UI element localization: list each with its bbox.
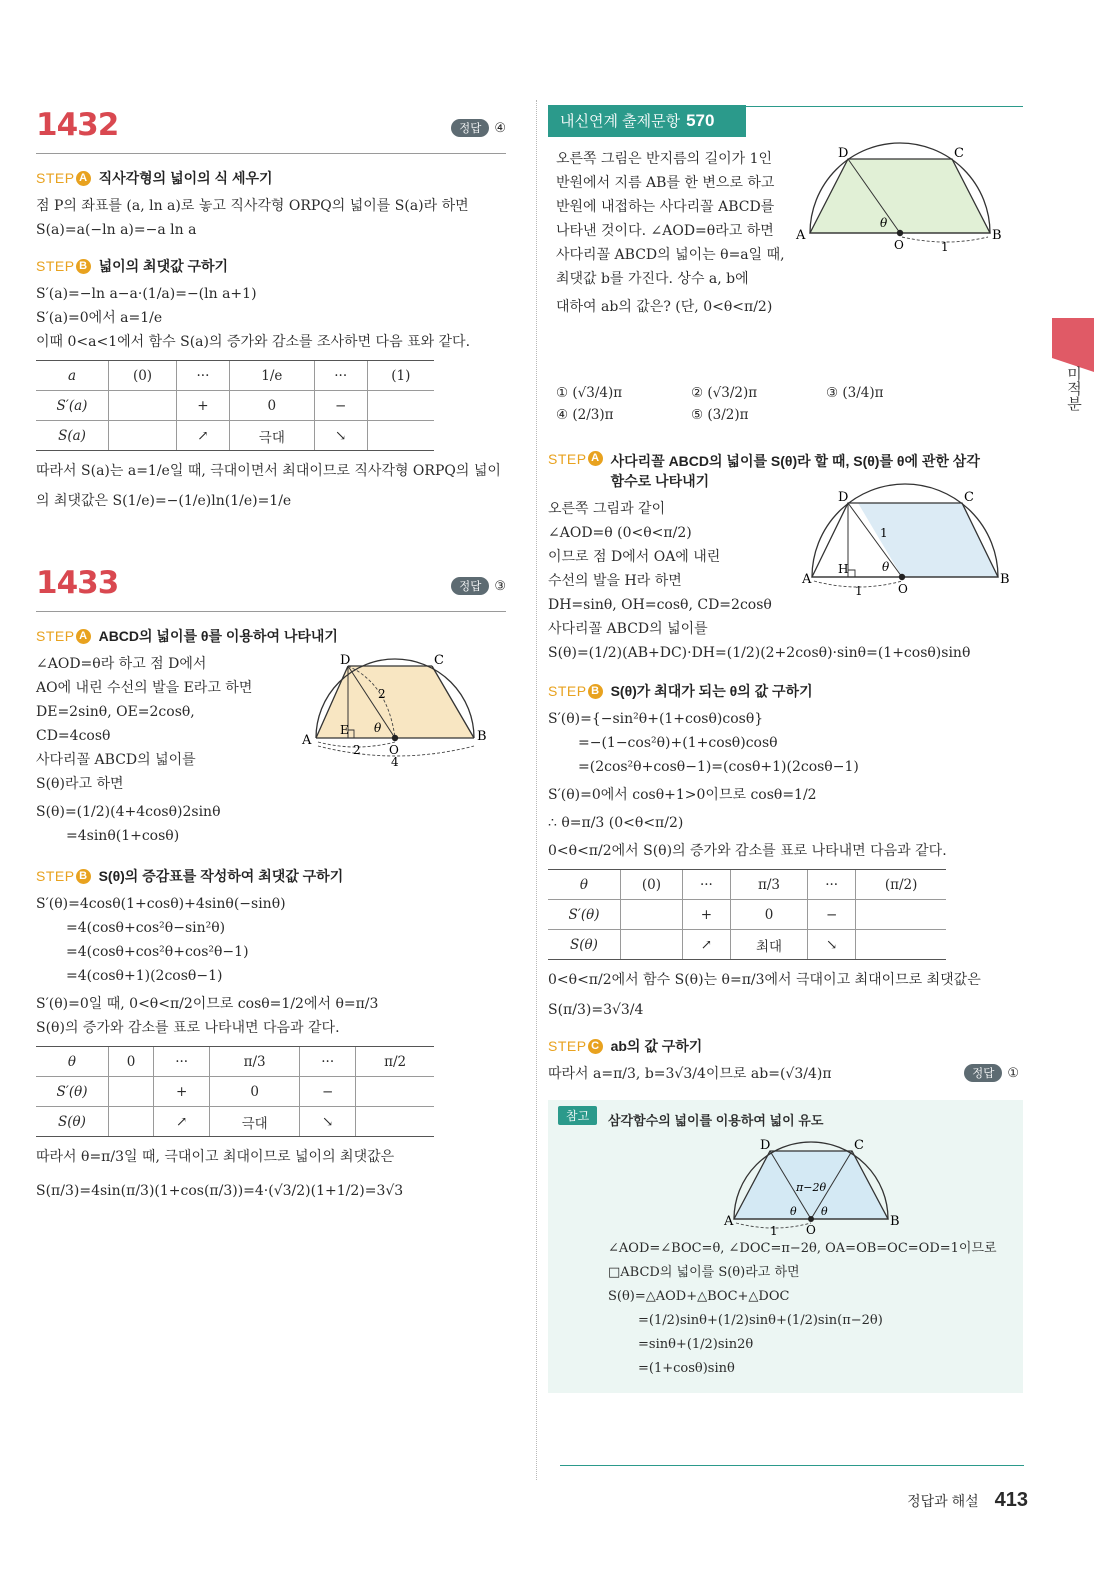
tag-label: 내신연계 출제문항 [560,113,681,130]
text-line: =4sinθ(1+cosθ) [66,828,180,844]
text-line: 반원에 내접하는 사다리꼴 ABCD를 [556,199,775,215]
fig-label: A [302,733,312,748]
text-line: =4(cosθ+1)(2cosθ−1) [66,968,223,984]
note-tag: 참고 [558,1106,597,1125]
chapter-label: 미적분 [1065,366,1082,411]
text-line: S′(a)=−ln a−a·(1/a)=−(ln a+1) [36,286,257,302]
text-line: 0<θ<π/2에서 S(θ)의 증가와 감소를 표로 나타내면 다음과 같다. [548,843,947,859]
text-line: DH=sinθ, OH=cosθ, CD=2cosθ [548,597,772,613]
fig-label: B [890,1214,900,1229]
text-line: 오른쪽 그림과 같이 [548,501,666,517]
text-line: 반원에서 지름 AB를 한 변으로 하고 [556,175,775,191]
problem-number: 1433 [36,565,119,601]
footer-line [560,1465,1024,1466]
chapter-tab [1052,318,1094,358]
table-cell: + [682,900,730,930]
fig-label: θ [882,560,890,574]
text-line: S(θ)=△AOD+△BOC+△DOC [608,1289,790,1304]
answer-tag [451,577,506,595]
right-column [548,105,1023,1393]
fig-label: 2 [353,743,361,757]
variation-table [36,1046,434,1137]
step-title: 직사각형의 넓이의 식 세우기 [98,170,273,186]
fig-label: θ [821,1205,828,1218]
text-line: S′(θ)={−sin²θ+(1+cosθ)cosθ} [548,711,764,727]
text-line: =4(cosθ+cos²θ−sin²θ) [66,920,226,936]
text-line: 사다리꼴 ABCD의 넓이를 [548,621,708,637]
linked-problem-tag [548,105,1023,137]
table-cell: S(a) [36,421,109,451]
table-cell: ··· [808,870,856,900]
fig-label: O [389,743,399,757]
step-title: 사다리꼴 ABCD의 넓이를 S(θ)라 할 때, S(θ)를 θ에 관한 삼각 함수로 나타내기 [610,453,980,489]
table-cell [109,1107,154,1137]
text-line: 이때 0<a<1에서 함수 S(a)의 증가와 감소를 조사하면 다음 표와 같다. [36,334,471,350]
semicircle-figure [796,147,1006,259]
reference-note [548,1100,1023,1393]
page-number: 413 [994,1489,1028,1511]
linked-problem-body [548,147,1023,379]
note-figure [724,1135,914,1238]
problem-number: 1432 [36,107,119,143]
step-title: ab의 값 구하기 [610,1038,703,1054]
fig-label: O [898,582,908,596]
text-line: 사다리꼴 ABCD의 넓이는 θ=a일 때, [556,247,785,263]
step-a-heading: STEP A 사다리꼴 ABCD의 넓이를 S(θ)라 할 때, S(θ)를 θ에 관한 삼각 함수로 나타내기 [548,451,980,489]
text-line: =(1+cosθ)sinθ [638,1361,735,1376]
step-b-heading: STEP B S(θ)의 증감표를 작성하여 최댓값 구하기 [36,868,344,884]
fig-label: A [724,1214,734,1229]
table-cell: π/2 [356,1047,434,1077]
fig-label: O [894,238,904,252]
page-footer [907,1489,1028,1512]
table-cell: ↗ [154,1107,210,1137]
table-cell [367,421,434,451]
fig-label: C [954,146,964,161]
table-cell: 0 [109,1047,154,1077]
table-cell: ↘ [314,421,367,451]
table-cell [109,421,177,451]
text-line: S(a)=a(−ln a)=−a ln a [36,222,197,238]
text-line: S′(θ)=0에서 cosθ+1>0이므로 cosθ=1/2 [548,787,817,803]
table-cell [109,1077,154,1107]
step-c-body [548,1062,1023,1088]
table-cell [856,930,946,960]
option: ② (√3/2)π [691,385,758,401]
fig-label: E [340,723,349,737]
table-cell: S′(a) [36,391,109,421]
table-cell: 극대 [229,421,314,451]
fig-label: D [838,490,849,505]
problem-1433-header [36,563,506,612]
text-line: S′(θ)=4cosθ(1+cosθ)+4sinθ(−sinθ) [36,896,286,912]
tag-number: 570 [686,111,715,130]
table-cell [856,900,946,930]
table-cell: ··· [154,1047,210,1077]
table-cell: S′(θ) [548,900,621,930]
table-cell: π/3 [730,870,807,900]
text-line: 따라서 a=π/3, b=3√3/4이므로 ab=(√3/4)π [548,1066,832,1082]
table-cell: ↗ [177,421,230,451]
fig-label: 1 [880,526,888,540]
variation-table [548,869,946,960]
text-line: 대하여 ab의 값은? (단, 0<θ<π/2) [556,299,773,315]
table-cell: + [154,1077,210,1107]
text-line: 의 최댓값은 S(1/e)=−(1/e)ln(1/e)=1/e [36,493,292,509]
fig-label: 2 [378,687,386,701]
text-line: 수선의 발을 H라 하면 [548,573,682,589]
table-cell: ··· [314,361,367,391]
text-line: 따라서 S(a)는 a=1/e일 때, 극대이면서 최대이므로 직사각형 ORPQ의 넓이 [36,463,501,479]
fig-label: 1 [941,240,949,254]
table-cell: (1) [367,361,434,391]
answer-tag [451,119,506,137]
variation-table [36,360,434,451]
fig-label: 1 [855,584,863,598]
table-cell: ··· [682,870,730,900]
step-title: 넓이의 최댓값 구하기 [98,258,229,274]
table-cell: + [177,391,230,421]
table-cell: 최대 [730,930,807,960]
text-line: S′(θ)=0일 때, 0<θ<π/2이므로 cosθ=1/2에서 θ=π/3 [36,996,379,1012]
table-cell: (0) [109,361,177,391]
answer-value: ④ [494,120,506,135]
fig-label: C [434,653,444,668]
text-line: ∠AOD=θ (0<θ<π/2) [548,525,692,541]
table-cell [109,391,177,421]
answer-pill: 정답 [451,577,489,595]
text-line: ∠AOD=∠BOC=θ, ∠DOC=π−2θ, OA=OB=OC=OD=1이므로 [608,1241,997,1256]
note-title: 삼각함수의 넓이를 이용하여 넓이 유도 [608,1113,824,1128]
text-line: =(1/2)sinθ+(1/2)sinθ+(1/2)sin(π−2θ) [638,1313,883,1328]
table-cell: (π/2) [856,870,946,900]
fig-label: θ [374,721,382,735]
table-cell [367,391,434,421]
step-a-heading: STEP A 직사각형의 넓이의 식 세우기 [36,170,273,186]
text-line: 점 P의 좌표를 (a, ln a)로 놓고 직사각형 ORPQ의 넓이를 S(a)라 하면 [36,198,469,214]
text-line: □ABCD의 넓이를 S(θ)라고 하면 [608,1265,800,1280]
fig-label: A [796,228,806,243]
text-line: 0<θ<π/2에서 함수 S(θ)는 θ=π/3에서 극대이고 최대이므로 최댓값은 [548,972,981,988]
fig-label: B [1000,572,1010,587]
option: ③ (3/4)π [826,385,884,401]
table-cell: S(θ) [548,930,621,960]
fig-label: B [477,729,487,744]
table-cell: ↗ [682,930,730,960]
text-line: 이므로 점 D에서 OA에 내린 [548,549,721,565]
text-line: =−(1−cos²θ)+(1+cosθ)cosθ [578,735,778,751]
text-line: ∴ θ=π/3 (0<θ<π/2) [548,815,684,831]
answer-tag [964,1064,1019,1082]
table-cell: π/3 [210,1047,300,1077]
answer-pill: 정답 [451,119,489,137]
text-line: =sinθ+(1/2)sin2θ [638,1337,754,1352]
fig-label: 4 [391,755,399,769]
table-cell [356,1107,434,1137]
table-cell: S′(θ) [36,1077,109,1107]
text-line: =4(cosθ+cos²θ+cos²θ−1) [66,944,249,960]
answer-value: ③ [494,578,506,593]
fig-label: D [340,653,351,668]
table-cell: a [36,361,109,391]
text-line: 사다리꼴 ABCD의 넓이를 [36,752,196,768]
fig-label: D [760,1138,771,1153]
fig-label: θ [880,216,888,230]
problem-1432-header [36,105,506,154]
option: ① (√3/4)π [556,385,623,401]
fig-label: 1 [770,1224,778,1238]
table-cell: ··· [177,361,230,391]
step-title: S(θ)의 증감표를 작성하여 최댓값 구하기 [98,868,344,884]
table-cell: θ [548,870,621,900]
text-line: S(π/3)=3√3/4 [548,1002,644,1018]
fig-label: A [802,572,812,587]
table-cell [356,1077,434,1107]
text-line: S(π/3)=4sin(π/3)(1+cos(π/3))=4·(√3/2)(1+1/2)=3√3 [36,1183,404,1199]
step-b-heading: STEP B 넓이의 최댓값 구하기 [36,258,229,274]
text-line: S(θ)=(1/2)(AB+DC)·DH=(1/2)(2+2cosθ)·sinθ=(1+cosθ)sinθ [548,645,971,661]
text-line: S(θ)=(1/2)(4+4cosθ)2sinθ [36,804,221,820]
text-line: S′(a)=0에서 a=1/e [36,310,163,326]
fig-label: D [838,146,849,161]
table-cell: θ [36,1047,109,1077]
step-a-heading: STEP A ABCD의 넓이를 θ를 이용하여 나타내기 [36,628,338,644]
text-line: 따라서 θ=π/3일 때, 극대이고 최대이므로 넓이의 최댓값은 [36,1149,395,1165]
text-line: S(θ)의 증가와 감소를 표로 나타내면 다음과 같다. [36,1020,340,1036]
trapezoid-figure [298,654,498,772]
option: ⑤ (3/2)π [691,407,749,423]
table-cell: − [300,1077,356,1107]
text-line: S(θ)라고 하면 [36,776,124,792]
answer-pill: 정답 [964,1064,1002,1082]
step-title: S(θ)가 최대가 되는 θ의 값 구하기 [610,683,813,699]
option: ④ (2/3)π [556,407,614,423]
answer-value: ① [1007,1065,1019,1080]
table-cell [621,900,683,930]
text-line: 오른쪽 그림은 반지름의 길이가 1인 [556,151,773,167]
fig-label: C [964,490,974,505]
step-b-heading: STEP B S(θ)가 최대가 되는 θ의 값 구하기 [548,683,813,699]
step-title: ABCD의 넓이를 θ를 이용하여 나타내기 [98,628,338,644]
text-line: ∠AOD=θ라 하고 점 D에서 [36,656,207,672]
fig-label: π−2θ [796,1181,827,1194]
table-cell: − [808,900,856,930]
fig-label: C [854,1138,864,1153]
text-line: CD=4cosθ [36,728,111,744]
text-line: =(2cos²θ+cosθ−1)=(cosθ+1)(2cosθ−1) [578,759,859,775]
fig-label: H [838,562,849,576]
column-divider [536,100,537,1480]
table-cell: 0 [229,391,314,421]
fig-label: O [806,1223,816,1237]
semicircle-figure-with-height [802,491,1008,603]
table-cell: 1/e [229,361,314,391]
answer-options [556,385,1023,423]
table-cell: 0 [730,900,807,930]
text-line: 나타낸 것이다. ∠AOD=θ라고 하면 [556,223,774,239]
table-cell [621,930,683,960]
table-cell: ··· [300,1047,356,1077]
table-cell: ↘ [808,930,856,960]
left-column [36,105,506,1203]
table-cell: − [314,391,367,421]
step-a-body [548,490,1023,677]
step-a-body [36,652,506,852]
table-cell: 극대 [210,1107,300,1137]
text-line: 최댓값 b를 가진다. 상수 a, b에 [556,271,749,287]
table-cell: S(θ) [36,1107,109,1137]
fig-label: θ [790,1205,797,1218]
table-cell: (0) [621,870,683,900]
text-line: AO에 내린 수선의 발을 E라고 하면 [36,680,253,696]
fig-label: B [992,228,1002,243]
footer-label: 정답과 해설 [907,1493,979,1509]
step-c-heading: STEP C ab의 값 구하기 [548,1038,703,1054]
text-line: DE=2sinθ, OE=2cosθ, [36,704,195,720]
table-cell: 0 [210,1077,300,1107]
table-cell: ↘ [300,1107,356,1137]
